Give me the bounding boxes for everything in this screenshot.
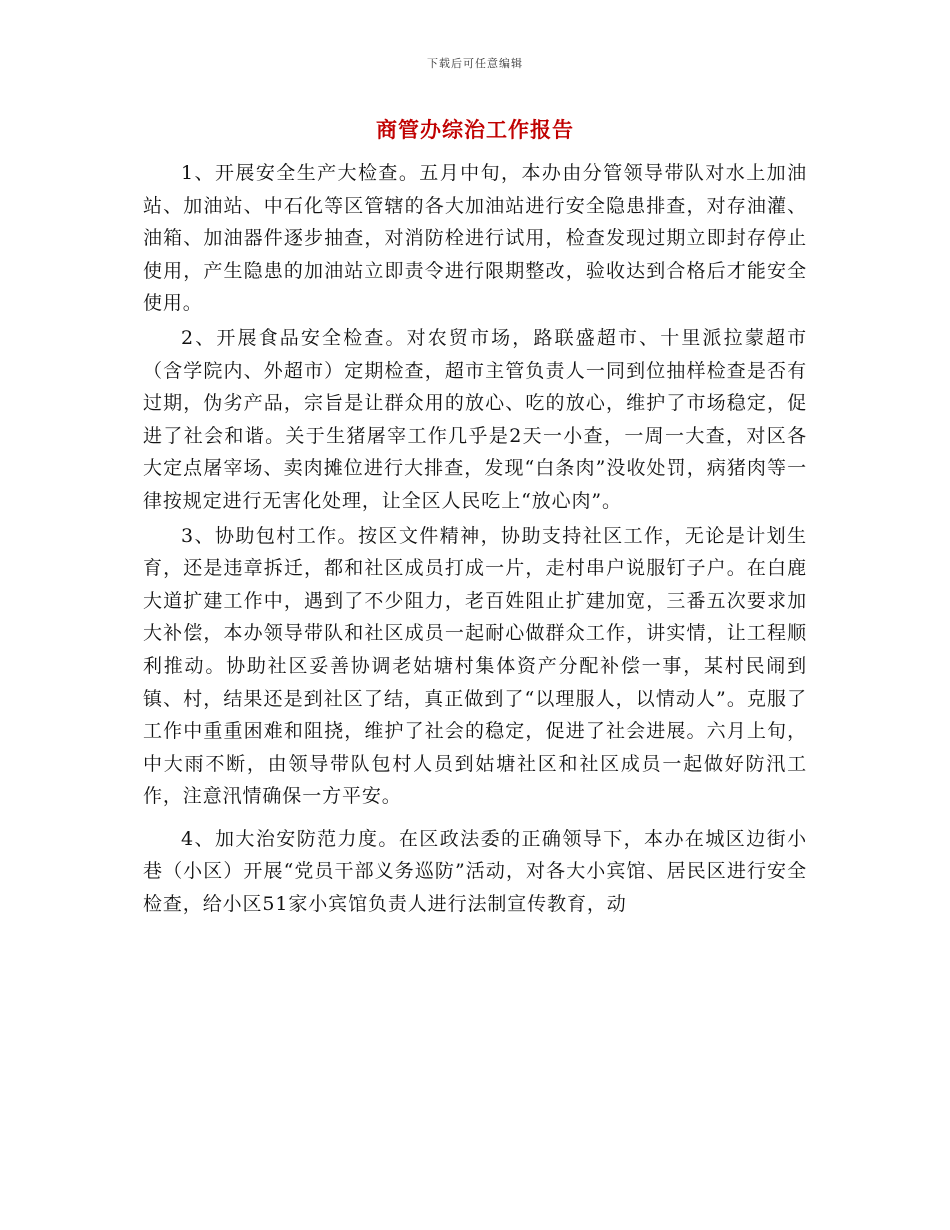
paragraph-3: 3、协助包村工作。按区文件精神，协助支持社区工作，无论是计划生育，还是违章拆迁，都和社区成员打成一片，走村串户说服钉子户。在白鹿大道扩建工作中，遇到了不少阻力，老百姓阻止扩建加宽，三番五次要求加大补偿，本办领导带队和社区成员一起耐心做群众工作，讲实情，让工程顺利推动。协助社区妥善协调老姑塘村集体资产分配补偿一事，某村民闹到镇、村，结果还是到社区了结，真正做到了“以理服人，以情动人”。克服了工作中重重困难和阻挠，维护了社会的稳定，促进了社会进展。六月上旬，中大雨不断，由领导带队包村人员到姑塘社区和社区成员一起做好防汛工作，注意汛情确保一方平安。	[143, 524, 807, 808]
paragraph-1: 1、开展安全生产大检查。五月中旬，本办由分管领导带队对水上加油站、加油站、中石化等区管辖的各大加油站进行安全隐患排查，对存油灌、油箱、加油器件逐步抽查，对消防栓进行试用，检查发现过期立即封存停止使用，产生隐患的加油站立即责令进行限期整改，验收达到合格后才能安全使用。	[143, 162, 807, 315]
document-body	[143, 157, 807, 921]
document-title: 商管办综治工作报告	[376, 117, 574, 142]
header-note: 下载后可任意编辑	[427, 57, 523, 70]
paragraph-4: 4、加大治安防范力度。在区政法委的正确领导下，本办在城区边街小巷（小区）开展“党员干部义务巡防”活动，对各大小宾馆、居民区进行安全检查，给小区51家小宾馆负责人进行法制宣传教育，动	[143, 827, 807, 916]
paragraph-2: 2、开展食品安全检查。对农贸市场，路联盛超市、十里派拉蒙超市（含学院内、外超市）定期检查，超市主管负责人一同到位抽样检查是否有过期，伪劣产品，宗旨是让群众用的放心、吃的放心，维护了市场稳定，促进了社会和谐。关于生猪屠宰工作几乎是2天一小查，一周一大查，对区各大定点屠宰场、卖肉摊位进行大排查，发现“白条肉”没收处罚，病猪肉等一律按规定进行无害化处理，让全区人民吃上“放心肉”。	[143, 326, 807, 512]
